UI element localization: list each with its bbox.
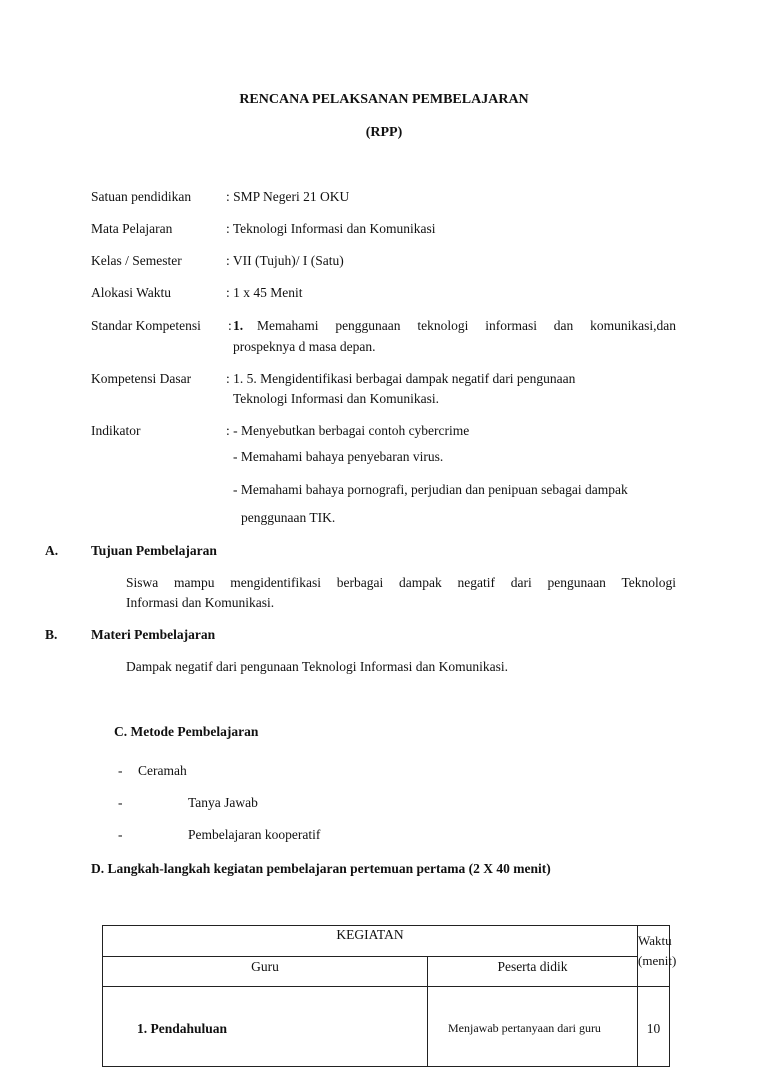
method-dash-2: - <box>118 795 123 810</box>
method-dash-3: - <box>118 827 123 842</box>
indikator-item-1: : - Menyebutkan berbagai contoh cybercrime <box>226 423 470 438</box>
standar-line1: Memahami penggunaan teknologi informasi dan komunikasi,dan <box>257 318 676 333</box>
table-header-waktu <box>638 926 677 987</box>
identity-label-alokasi: Alokasi Waktu <box>91 285 172 300</box>
identity-value-mapel: : Teknologi Informasi dan Komunikasi <box>226 221 436 236</box>
identity-value-satuan: : SMP Negeri 21 OKU <box>226 189 350 204</box>
identity-value-kelas: : VII (Tujuh)/ I (Satu) <box>226 253 344 268</box>
indikator-item-3: - Memahami bahaya pornografi, perjudian dan penipuan sebagai dampak <box>233 482 628 497</box>
method-item-ceramah: Ceramah <box>138 763 187 778</box>
section-a-line2: Informasi dan Komunikasi. <box>126 595 275 610</box>
indikator-item-2: - Memahami bahaya penyebaran virus. <box>233 449 444 464</box>
identity-value-alokasi: : 1 x 45 Menit <box>226 285 303 300</box>
standar-colon: : <box>228 318 232 333</box>
identity-label-kelas: Kelas / Semester <box>91 253 182 268</box>
indikator-label: Indikator <box>91 423 141 438</box>
table-header-guru: Guru <box>103 957 428 987</box>
section-b-heading: Materi Pembelajaran <box>91 627 216 642</box>
standar-number: 1. <box>233 318 244 333</box>
document-title: RENCANA PELAKSANAN PEMBELAJARAN <box>239 92 529 107</box>
method-item-tanya-jawab: Tanya Jawab <box>188 795 258 810</box>
section-a-heading: Tujuan Pembelajaran <box>91 543 217 558</box>
kompetensi-label: Kompetensi Dasar <box>91 371 192 386</box>
table-header-waktu-line1: Waktu <box>638 933 672 948</box>
identity-label-mapel: Mata Pelajaran <box>91 221 173 236</box>
table-header-waktu-line2: (menit) <box>638 953 677 968</box>
section-b-letter: B. <box>45 627 58 642</box>
standar-label: Standar Kompetensi <box>91 318 201 333</box>
table-row1-peserta: Menjawab pertanyaan dari guru <box>428 987 638 1067</box>
table-row1-waktu: 10 <box>638 987 670 1067</box>
identity-label-satuan: Satuan pendidikan <box>91 189 192 204</box>
kompetensi-line2: Teknologi Informasi dan Komunikasi. <box>233 391 440 406</box>
section-b-text: Dampak negatif dari pengunaan Teknologi Informasi dan Komunikasi. <box>126 659 508 674</box>
standar-line2: prospeknya d masa depan. <box>233 339 376 354</box>
section-d-heading: D. Langkah-langkah kegiatan pembelajaran pertemuan pertama (2 X 40 menit) <box>91 861 551 876</box>
indikator-item-3-cont: penggunaan TIK. <box>241 510 336 525</box>
table-row1-guru: 1. Pendahuluan <box>103 987 428 1067</box>
method-item-kooperatif: Pembelajaran kooperatif <box>188 827 321 842</box>
kegiatan-table <box>102 925 677 1067</box>
section-a-line1: Siswa mampu mengidentifikasi berbagai dampak negatif dari pengunaan Teknologi <box>126 575 676 590</box>
section-c-heading: C. Metode Pembelajaran <box>114 724 259 739</box>
section-a-letter: A. <box>45 543 59 558</box>
table-header-kegiatan: KEGIATAN <box>103 926 638 957</box>
document-subtitle: (RPP) <box>365 125 403 140</box>
table-header-peserta: Peserta didik <box>428 957 638 987</box>
kompetensi-line1: : 1. 5. Mengidentifikasi berbagai dampak negatif dari pengunaan <box>226 371 576 386</box>
method-dash-1: - <box>118 763 123 778</box>
